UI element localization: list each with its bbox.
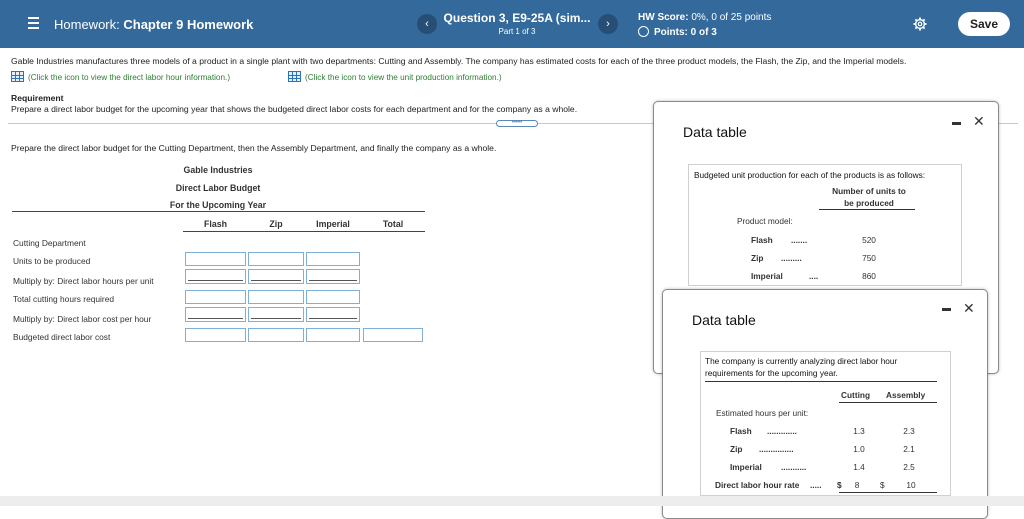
labor-info-link[interactable] — [11, 71, 230, 82]
labor-info-link-text[interactable]: (Click the icon to view the direct labor hour information.) — [28, 73, 231, 82]
col-imperial: Imperial — [316, 219, 350, 229]
budget-company: Gable Industries — [183, 165, 253, 175]
row-label: Units to be produced — [13, 256, 91, 266]
top-bar — [0, 0, 1024, 48]
row-label: Multiply by: Direct labor hours per unit — [13, 276, 154, 286]
previous-question-button[interactable]: ‹ — [417, 14, 437, 34]
cost-imperial-input[interactable] — [306, 328, 360, 342]
hours-imperial-input[interactable] — [306, 269, 360, 284]
gear-icon[interactable] — [913, 17, 927, 31]
col-zip: Zip — [269, 219, 283, 229]
minimize-icon[interactable] — [942, 308, 951, 311]
unit-info-link-text[interactable]: (Click the icon to view the unit production information.) — [305, 73, 502, 82]
rate-flash-input[interactable] — [185, 307, 246, 322]
cutting-hours: 1.4 — [853, 462, 865, 472]
product-name: Flash — [730, 426, 752, 436]
total-hours-zip-input[interactable] — [248, 290, 304, 304]
question-part: Part 1 of 3 — [498, 27, 536, 36]
cost-flash-input[interactable] — [185, 328, 246, 342]
col-header-rule — [839, 402, 937, 403]
intro-rule — [705, 381, 937, 382]
points-value: 0 of 3 — [690, 27, 717, 38]
units-value: 750 — [862, 253, 876, 263]
leader-dots: ............. — [767, 426, 797, 436]
product-name: Imperial — [730, 462, 762, 472]
rate-imperial-input[interactable] — [306, 307, 360, 322]
row-label: Cutting Department — [13, 238, 86, 248]
problem-intro: Gable Industries manufactures three models of a product in a single plant with two departments: Cutting and Assembly. The company has estimated costs for each of the three product models, the Flash, the Zip, and the Imperial models. — [11, 56, 907, 66]
total-hours-flash-input[interactable] — [185, 290, 246, 304]
row-label: Budgeted direct labor cost — [13, 332, 111, 342]
assembly-hours: 2.1 — [903, 444, 915, 454]
product-name: Zip — [730, 444, 743, 454]
homework-name: Chapter 9 Homework — [123, 17, 254, 32]
table-intro: Budgeted unit production for each of the products is as follows: — [694, 170, 926, 180]
points — [638, 26, 717, 38]
leader-dots: ..... — [810, 480, 822, 490]
col-header-rule — [819, 209, 915, 210]
units-zip-input[interactable] — [248, 252, 304, 266]
hours-flash-input[interactable] — [185, 269, 246, 284]
cost-zip-input[interactable] — [248, 328, 304, 342]
rate-rule — [839, 492, 937, 493]
unit-info-link[interactable] — [288, 71, 502, 82]
cutting-hours: 1.3 — [853, 426, 865, 436]
question-title[interactable]: Question 3, E9-25A (sim... — [443, 11, 591, 25]
menu-icon[interactable] — [28, 17, 39, 29]
leader-dots: ........... — [781, 462, 807, 472]
col-assembly: Assembly — [886, 390, 926, 400]
hours-zip-input[interactable] — [248, 269, 304, 284]
product-name: Imperial — [751, 271, 783, 281]
expand-button[interactable]: ••••• — [496, 120, 538, 127]
instruction-text: Prepare the direct labor budget for the Cutting Department, then the Assembly Department, and finally the company as a whole. — [11, 143, 497, 153]
product-name: Flash — [751, 235, 773, 245]
hw-score — [638, 12, 771, 23]
assembly-hours: 2.5 — [903, 462, 915, 472]
table-intro-line2: requirements for the upcoming year. — [705, 368, 838, 378]
labor-hours-table — [700, 351, 951, 496]
requirement-text: Prepare a direct labor budget for the upcoming year that shows the budgeted direct labor costs for each department and for the company as a whole. — [11, 104, 578, 114]
save-button[interactable]: Save — [958, 12, 1010, 36]
leader-dots: ....... — [791, 235, 808, 245]
total-hours-imperial-input[interactable] — [306, 290, 360, 304]
points-circle-icon — [638, 26, 649, 37]
units-flash-input[interactable] — [185, 252, 246, 266]
unit-production-table — [688, 164, 962, 286]
budget-period: For the Upcoming Year — [169, 200, 267, 210]
close-icon[interactable]: ✕ — [973, 113, 985, 129]
row-label: Multiply by: Direct labor cost per hour — [13, 314, 152, 324]
table-icon[interactable] — [11, 71, 24, 82]
cost-total-input[interactable] — [363, 328, 423, 342]
cutting-hours: 1.0 — [853, 444, 865, 454]
table-icon[interactable] — [288, 71, 301, 82]
rate-label: Direct labor hour rate — [715, 480, 800, 490]
next-question-button[interactable]: › — [598, 14, 618, 34]
product-name: Zip — [751, 253, 764, 263]
points-label: Points: — [654, 27, 688, 38]
row-label: Total cutting hours required — [13, 294, 115, 304]
window-title: Data table — [683, 124, 747, 140]
units-imperial-input[interactable] — [306, 252, 360, 266]
window-title: Data table — [692, 312, 756, 328]
rate-zip-input[interactable] — [248, 307, 304, 322]
header-rule — [12, 211, 425, 212]
homework-title — [54, 17, 253, 32]
col-total: Total — [382, 219, 404, 229]
leader-dots: .... — [809, 271, 819, 281]
budget-title: Direct Labor Budget — [175, 183, 261, 193]
requirement-heading: Requirement — [11, 93, 64, 103]
minimize-icon[interactable] — [952, 122, 961, 125]
units-value: 520 — [862, 235, 876, 245]
rate-assembly: 10 — [906, 480, 916, 490]
leader-dots: ......... — [781, 253, 802, 263]
table-intro-line1: The company is currently analyzing direct labor hour — [705, 356, 898, 366]
rate-cutting: 8 — [854, 480, 860, 490]
hw-score-value: 0%, 0 of 25 points — [691, 12, 772, 23]
col-cutting: Cutting — [841, 390, 871, 400]
column-header-rule — [183, 231, 425, 232]
leader-dots: ............... — [759, 444, 794, 454]
labor-hours-window[interactable] — [662, 289, 988, 519]
col-flash: Flash — [204, 219, 227, 229]
currency-assembly: $ — [880, 480, 885, 490]
assembly-hours: 2.3 — [903, 426, 915, 436]
bottom-strip — [0, 496, 1024, 506]
currency-cutting: $ — [837, 480, 842, 490]
homework-prefix: Homework: — [54, 17, 120, 32]
col-header-line1: Number of units to — [832, 186, 906, 196]
hw-score-label: HW Score: — [638, 12, 689, 23]
col-header-line2: be produced — [844, 198, 894, 208]
close-icon[interactable]: ✕ — [963, 300, 975, 316]
section-label: Product model: — [737, 216, 793, 226]
section-label: Estimated hours per unit: — [716, 408, 809, 418]
units-value: 860 — [862, 271, 876, 281]
